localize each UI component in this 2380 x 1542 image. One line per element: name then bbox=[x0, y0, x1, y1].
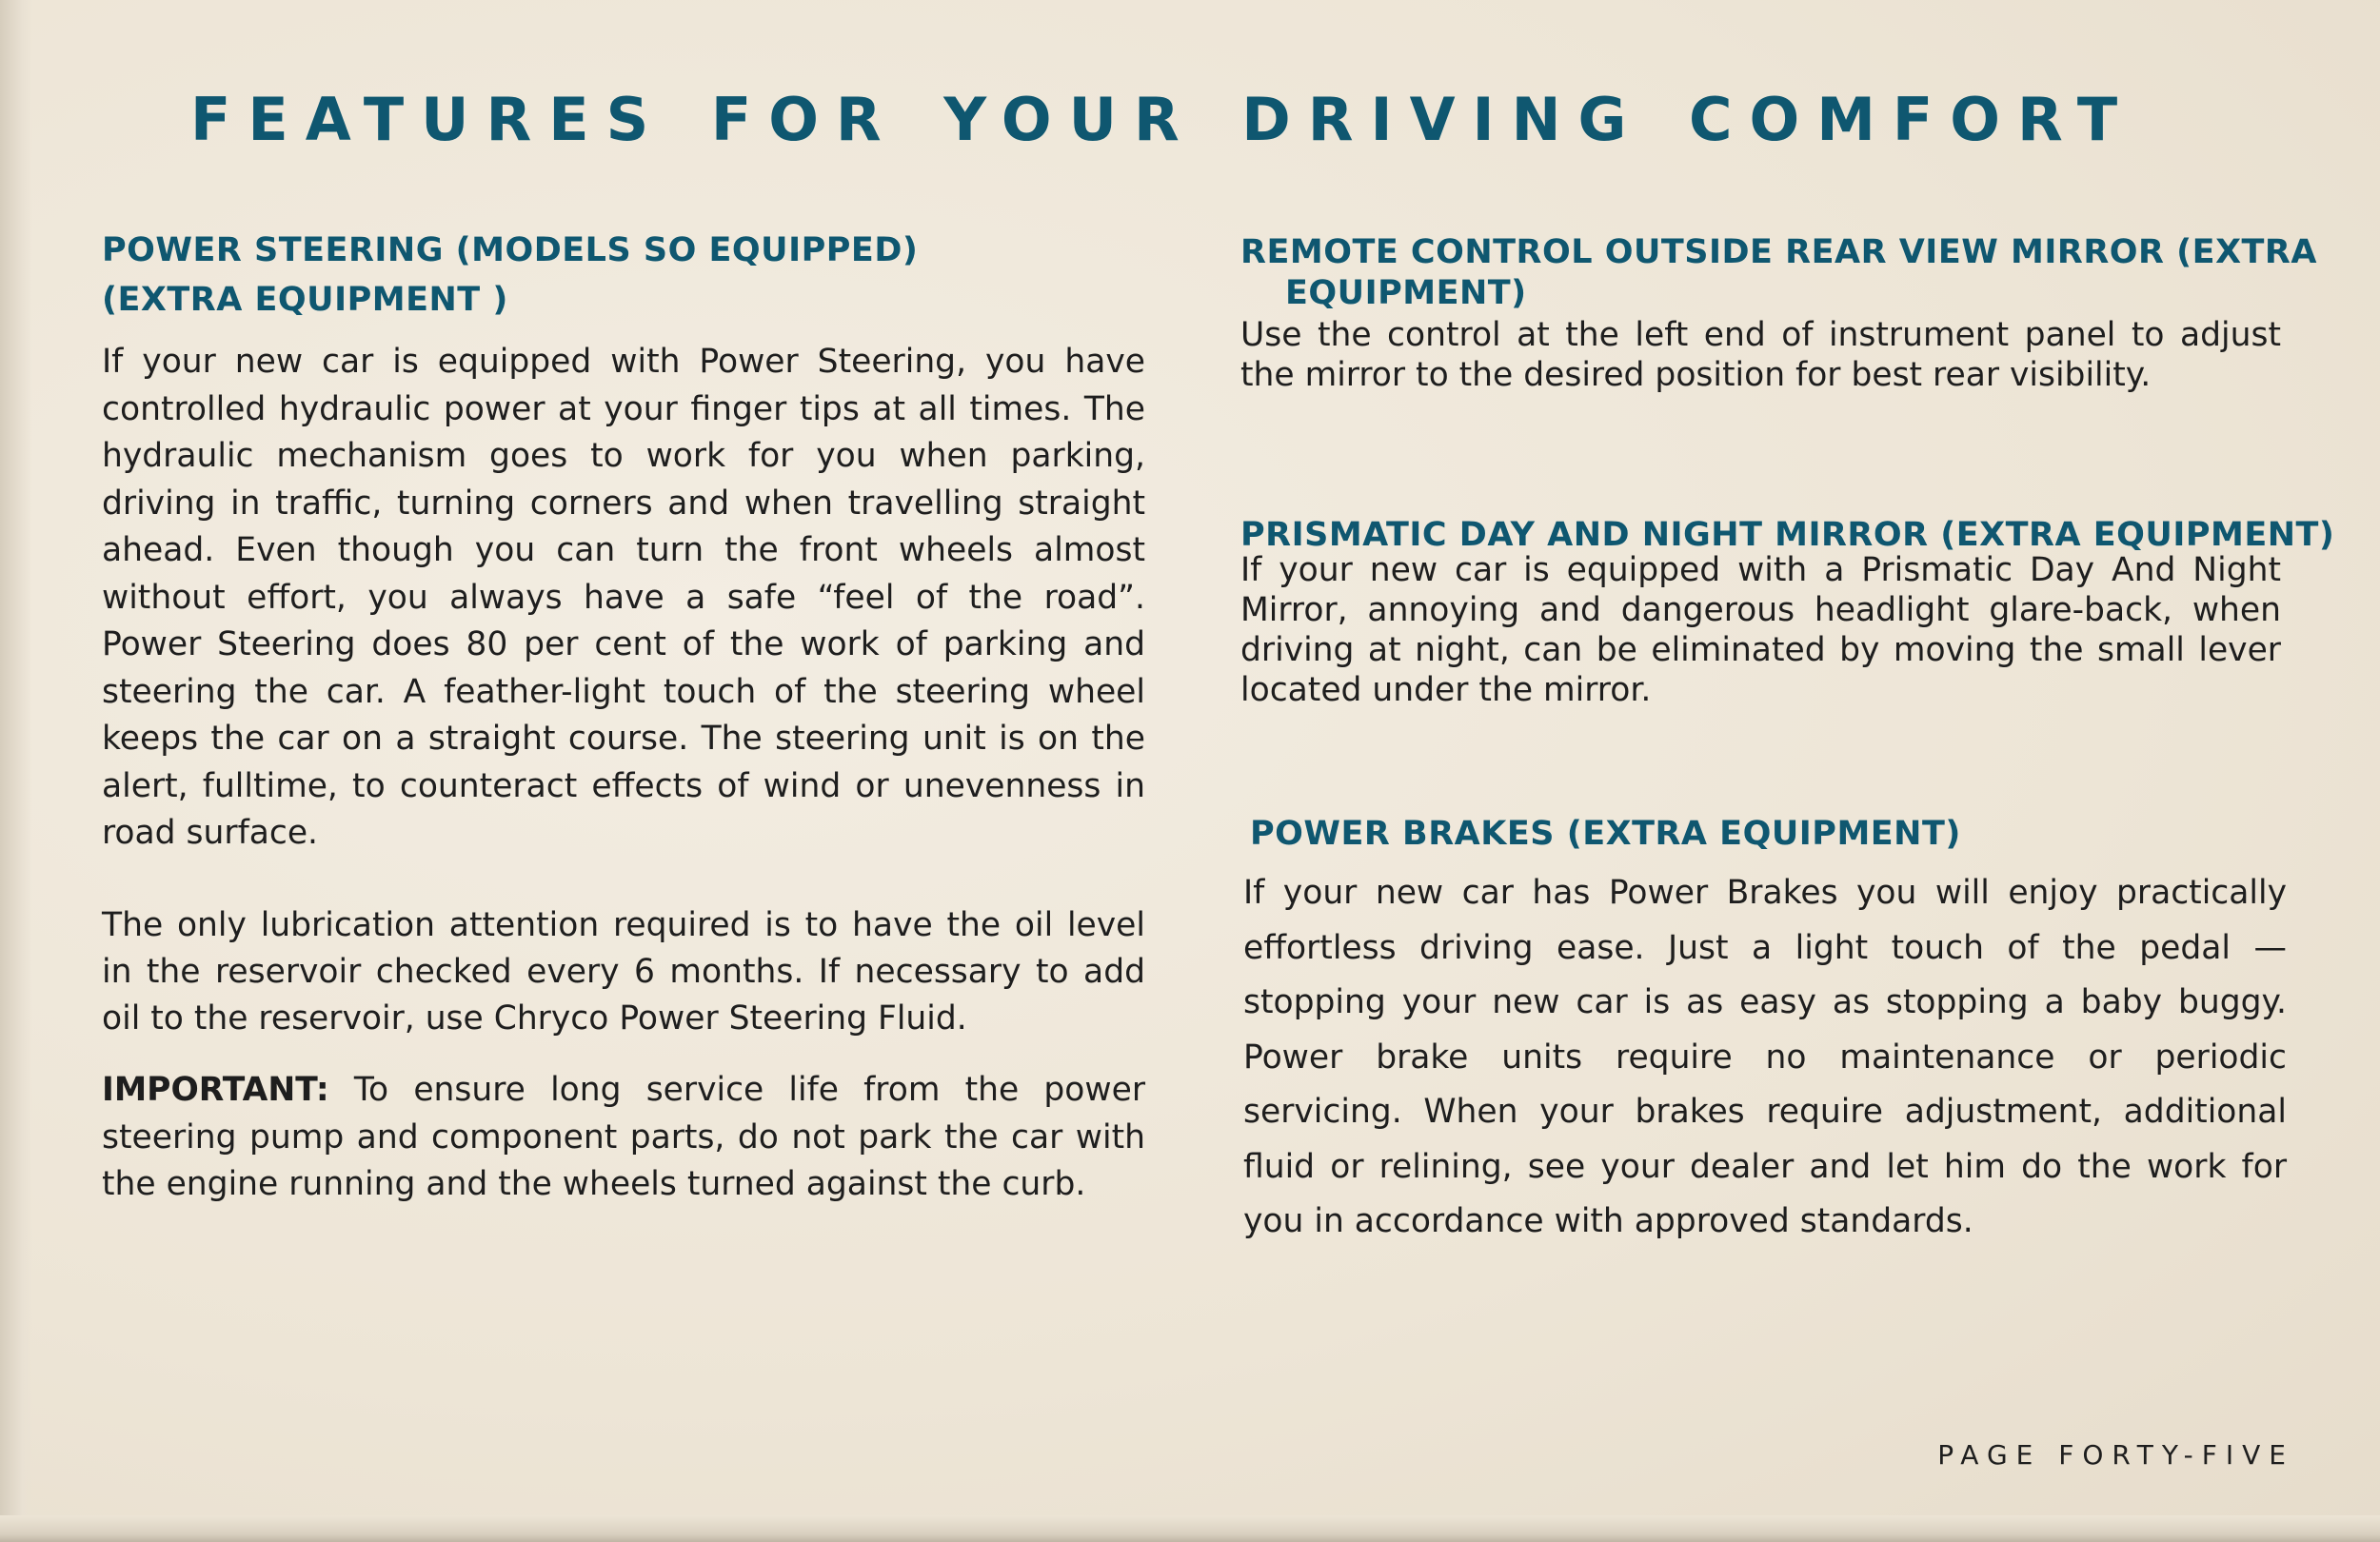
power-brakes-body: If your new car has Power Brakes you will enjoy practically effortless driving ease. Just a light touch of the pedal — stopping your new car is as easy as stopping a baby buggy. Power brake units require no maintenance or periodic servicing. When your brakes require adjustment, additional fluid or relining, see your dealer and let him do the work for you in accordance with approved standards. bbox=[1243, 874, 2287, 1240]
power-steering-heading-line2: (EXTRA EQUIPMENT ) bbox=[102, 281, 508, 319]
important-text: To ensure long service life from the power steering pump and component parts, do not park the car with the engine running and the wheels turned against the curb. bbox=[102, 1071, 1145, 1203]
power-steering-paragraph-1: If your new car is equipped with Power Steering, you have controlled hydraulic power at your finger tips at all times. The hydraulic mechanism goes to work for you when parking, driving in traffic, turning corners and when travelling straight ahead. Even though you can turn the front wheels almost without effort, you always have a safe “feel of the road”. Power Steering does 80 per cent of the work of parking and steering the car. A feather-light touch of the steering wheel keeps the car on a straight course. The steering unit is on the alert, fulltime, to counteract effects of wind or unevenness in road surface. bbox=[102, 343, 1145, 852]
power-steering-heading-line1: POWER STEERING (MODELS SO EQUIPPED) bbox=[102, 231, 919, 269]
remote-mirror-heading-line2: EQUIPMENT) bbox=[1285, 274, 1527, 312]
page-title: FEATURES FOR YOUR DRIVING COMFORT bbox=[190, 85, 2135, 154]
important-label: IMPORTANT: bbox=[102, 1071, 329, 1109]
remote-mirror-heading-line1: REMOTE CONTROL OUTSIDE REAR VIEW MIRROR (EXTRA bbox=[1240, 233, 2317, 271]
page-number: PAGE FORTY-FIVE bbox=[1937, 1439, 2294, 1471]
prismatic-mirror-heading: PRISMATIC DAY AND NIGHT MIRROR (EXTRA EQUIPMENT) bbox=[1240, 516, 2335, 554]
page-spine-shadow bbox=[0, 0, 32, 1542]
page-bottom-edge bbox=[0, 1515, 2380, 1542]
prismatic-mirror-body: If your new car is equipped with a Prismatic Day And Night Mirror, annoying and dangerous headlight glare-back, when driving at night, can be eliminated by moving the small lever located under the mirror. bbox=[1240, 551, 2281, 709]
power-brakes-heading: POWER BRAKES (EXTRA EQUIPMENT) bbox=[1250, 815, 1961, 853]
power-steering-important-note bbox=[102, 1067, 1145, 1209]
power-steering-paragraph-2: The only lubrication attention required is to have the oil level in the reservoir checked every 6 months. If necessary to add oil to the reservoir, use Chryco Power Steering Fluid. bbox=[102, 906, 1145, 1038]
remote-mirror-body: Use the control at the left end of instrument panel to adjust the mirror to the desired position for best rear visibility. bbox=[1240, 316, 2281, 394]
